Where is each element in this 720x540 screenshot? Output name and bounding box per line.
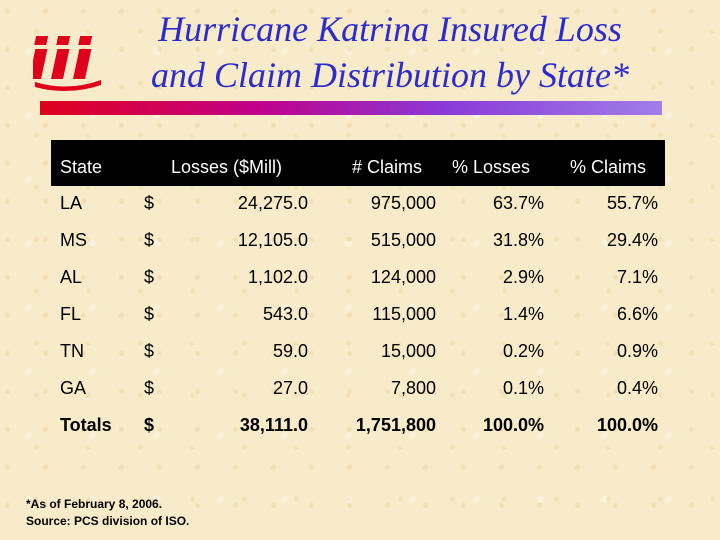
title-underline-bar bbox=[40, 101, 662, 115]
cell-dollar: $ bbox=[144, 304, 155, 324]
cell-pct-claims: 55.7% bbox=[606, 193, 658, 213]
claims-table bbox=[51, 140, 665, 445]
cell-losses: 24,275.0 bbox=[237, 193, 308, 213]
cell-pct-losses: 31.8% bbox=[492, 230, 544, 250]
cell-pct-claims: 29.4% bbox=[606, 230, 658, 250]
cell-state: GA bbox=[60, 378, 87, 398]
cell-pct-claims: 100.0% bbox=[596, 415, 658, 435]
cell-dollar: $ bbox=[144, 193, 155, 213]
cell-claims: 124,000 bbox=[370, 267, 436, 287]
cell-pct-losses: 2.9% bbox=[502, 267, 544, 287]
cell-pct-losses: 63.7% bbox=[492, 193, 544, 213]
cell-state: TN bbox=[60, 341, 84, 361]
cell-claims: 1,751,800 bbox=[355, 415, 436, 435]
cell-state: LA bbox=[60, 193, 83, 213]
cell-pct-claims: 0.9% bbox=[616, 341, 658, 361]
cell-state: Totals bbox=[60, 415, 112, 435]
table-row bbox=[51, 223, 665, 260]
iii-logo-icon bbox=[33, 32, 103, 92]
cell-dollar: $ bbox=[144, 341, 155, 361]
cell-losses: 27.0 bbox=[272, 378, 308, 398]
table-row bbox=[51, 371, 665, 408]
cell-state: MS bbox=[60, 230, 87, 250]
cell-dollar: $ bbox=[144, 267, 155, 287]
header-pct-losses: % Losses bbox=[452, 157, 531, 177]
header-pct-claims: % Claims bbox=[570, 157, 647, 177]
cell-claims: 15,000 bbox=[380, 341, 436, 361]
cell-losses: 59.0 bbox=[272, 341, 308, 361]
cell-state: FL bbox=[60, 304, 82, 324]
title-line-1: Hurricane Katrina Insured Loss bbox=[158, 9, 622, 49]
cell-pct-losses: 100.0% bbox=[482, 415, 544, 435]
cell-losses: 543.0 bbox=[262, 304, 308, 324]
cell-pct-claims: 7.1% bbox=[616, 267, 658, 287]
header-claims: # Claims bbox=[352, 157, 423, 177]
cell-losses: 1,102.0 bbox=[247, 267, 308, 287]
cell-pct-claims: 6.6% bbox=[616, 304, 658, 324]
cell-claims: 515,000 bbox=[370, 230, 436, 250]
cell-state: AL bbox=[60, 267, 83, 287]
footnote bbox=[26, 496, 189, 530]
cell-dollar: $ bbox=[144, 230, 155, 250]
cell-claims: 7,800 bbox=[390, 378, 436, 398]
table-header-row bbox=[51, 140, 665, 186]
cell-losses: 38,111.0 bbox=[239, 415, 308, 435]
header-state: State bbox=[60, 157, 103, 177]
footnote-source: Source: PCS division of ISO. bbox=[26, 514, 190, 528]
cell-pct-losses: 0.1% bbox=[502, 378, 544, 398]
title-line-2: and Claim Distribution by State* bbox=[150, 55, 629, 95]
cell-claims: 975,000 bbox=[370, 193, 436, 213]
table-row bbox=[51, 334, 665, 371]
cell-dollar: $ bbox=[144, 415, 155, 435]
table-row bbox=[51, 260, 665, 297]
footnote-date: *As of February 8, 2006. bbox=[26, 497, 163, 511]
cell-pct-claims: 0.4% bbox=[616, 378, 658, 398]
header-losses: Losses ($Mill) bbox=[171, 157, 283, 177]
cell-claims: 115,000 bbox=[372, 304, 436, 324]
cell-dollar: $ bbox=[144, 378, 155, 398]
cell-pct-losses: 0.2% bbox=[502, 341, 544, 361]
table-totals-row bbox=[51, 408, 665, 445]
cell-pct-losses: 1.4% bbox=[502, 304, 544, 324]
table-row bbox=[51, 186, 665, 223]
page-title bbox=[110, 6, 670, 98]
cell-losses: 12,105.0 bbox=[237, 230, 308, 250]
table-row bbox=[51, 297, 665, 334]
